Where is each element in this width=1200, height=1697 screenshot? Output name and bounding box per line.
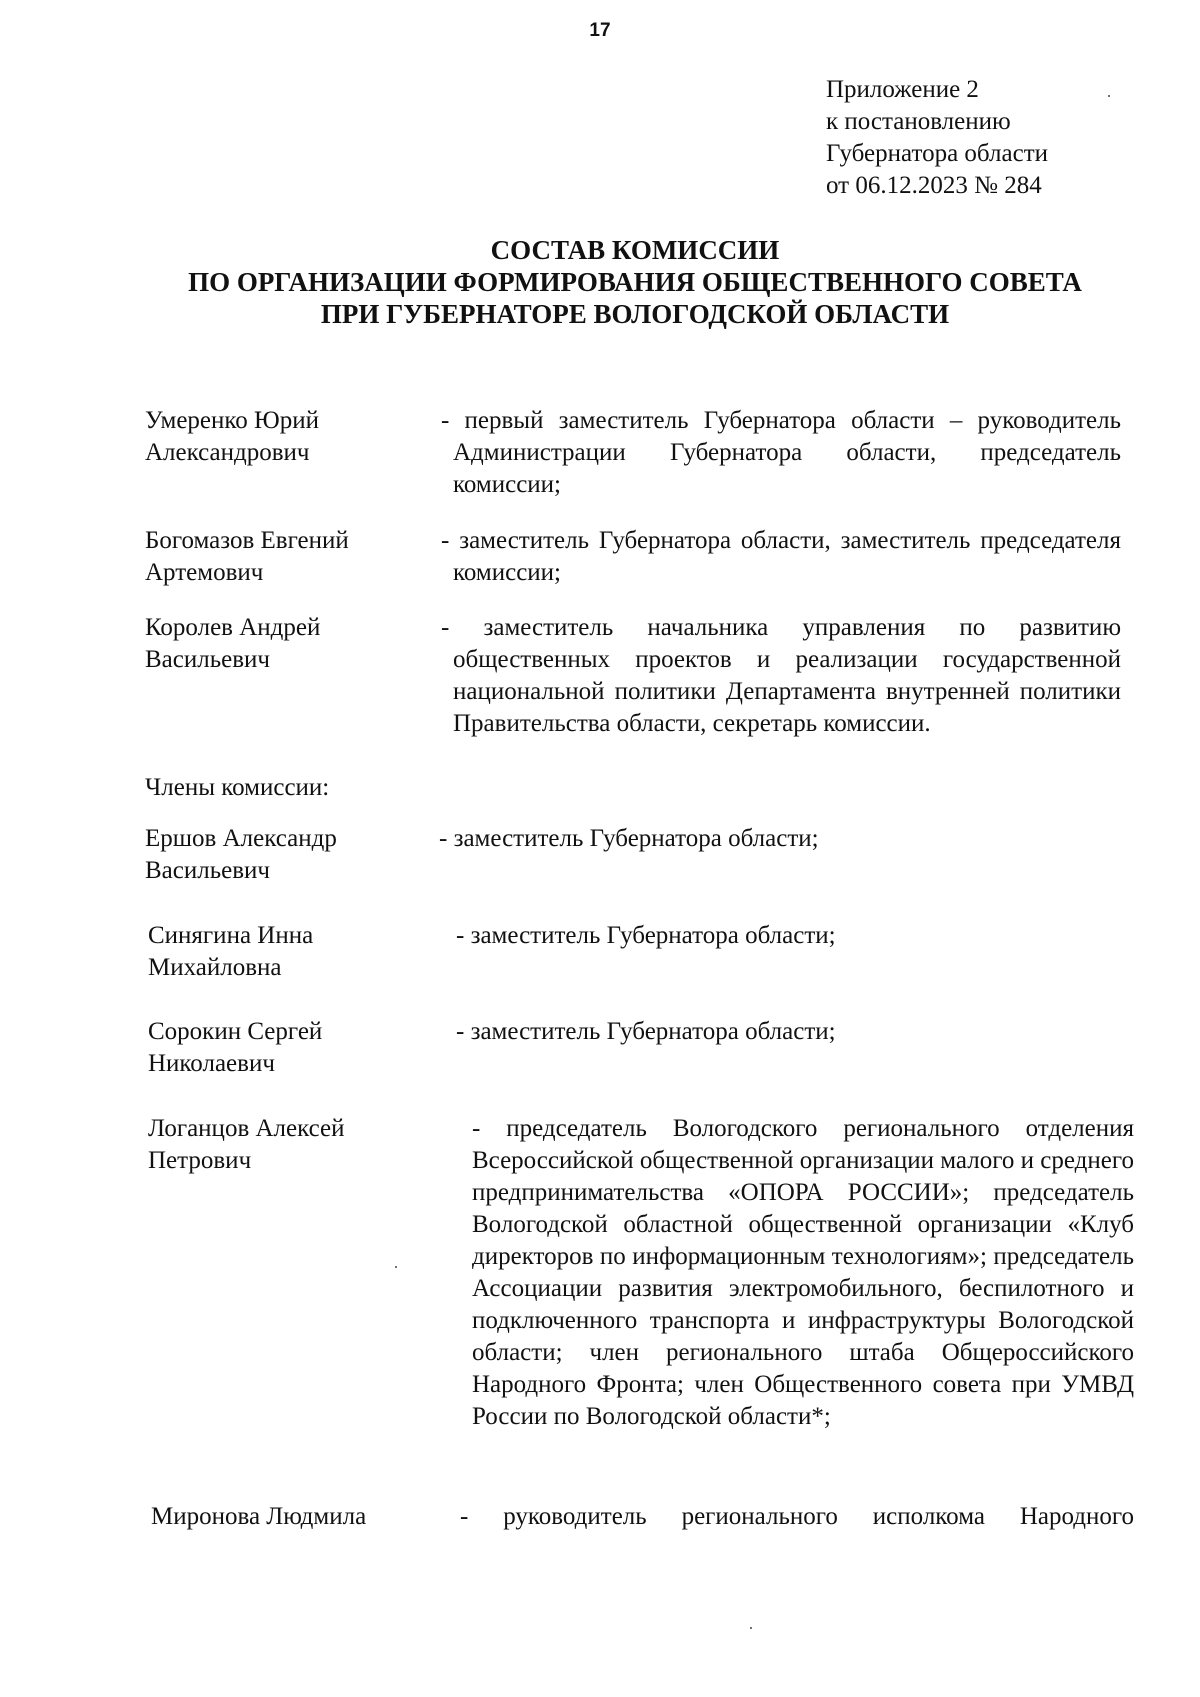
members-heading: Члены комиссии: xyxy=(145,774,330,801)
appendix-line: к постановлению xyxy=(826,108,1011,135)
title-line: СОСТАВ КОМИССИИ xyxy=(490,235,780,265)
member-role: - руководитель регионального исполкома Народного xyxy=(460,1503,1134,1530)
document-title xyxy=(120,234,1150,330)
appendix-line: Губернатора области xyxy=(826,140,1048,167)
member-role: - заместитель Губернатора области, заместитель председателя комиссии; xyxy=(441,527,1121,586)
member-name: Логанцов Алексей Петрович xyxy=(148,1115,345,1174)
member-name: Миронова Людмила xyxy=(151,1503,367,1530)
appendix-line: от 06.12.2023 № 284 xyxy=(826,172,1042,199)
member-name: Ершов Александр Васильевич xyxy=(145,825,337,884)
member-role: - заместитель Губернатора области; xyxy=(456,1018,836,1045)
member-role: - заместитель начальника управления по развитию общественных проектов и реализации государственной национальной политики Департамента внутренней политики Правительства области, секретарь комиссии. xyxy=(441,614,1121,737)
member-name: Сорокин Сергей Николаевич xyxy=(148,1018,323,1077)
title-line: ПО ОРГАНИЗАЦИИ ФОРМИРОВАНИЯ ОБЩЕСТВЕННОГО СОВЕТА xyxy=(188,267,1082,297)
page-number: 17 xyxy=(589,20,611,41)
member-name: Умеренко Юрий Александрович xyxy=(145,407,319,466)
scan-speck xyxy=(750,1627,752,1629)
member-name: Синягина Инна Михайловна xyxy=(148,922,314,981)
member-role: - председатель Вологодского регионального отделения Всероссийской общественной организации малого и среднего предпринимательства «ОПОРА РОССИИ»; председатель Вологодской областной общественной организации «Клуб директоров по информационным технологиям»; председатель Ассоциации развития электромобильного, беспилотного и подключенного транспорта и инфраструктуры Вологодской области; член регионального штаба Общероссийского Народного Фронта; член Общественного совета при УМВД России по Вологодской области*; xyxy=(472,1115,1134,1430)
appendix-line: Приложение 2 xyxy=(826,76,979,103)
member-name: Богомазов Евгений Артемович xyxy=(145,527,349,586)
member-role: - первый заместитель Губернатора области – руководитель Администрации Губернатора области, председатель комиссии; xyxy=(441,407,1121,498)
member-role: - заместитель Губернатора области; xyxy=(456,922,836,949)
member-name: Королев Андрей Васильевич xyxy=(145,614,321,673)
appendix-reference xyxy=(826,74,1156,202)
member-role: - заместитель Губернатора области; xyxy=(439,825,819,852)
scan-speck xyxy=(395,1266,397,1268)
title-line: ПРИ ГУБЕРНАТОРЕ ВОЛОГОДСКОЙ ОБЛАСТИ xyxy=(320,299,950,329)
scan-speck xyxy=(1108,95,1110,97)
